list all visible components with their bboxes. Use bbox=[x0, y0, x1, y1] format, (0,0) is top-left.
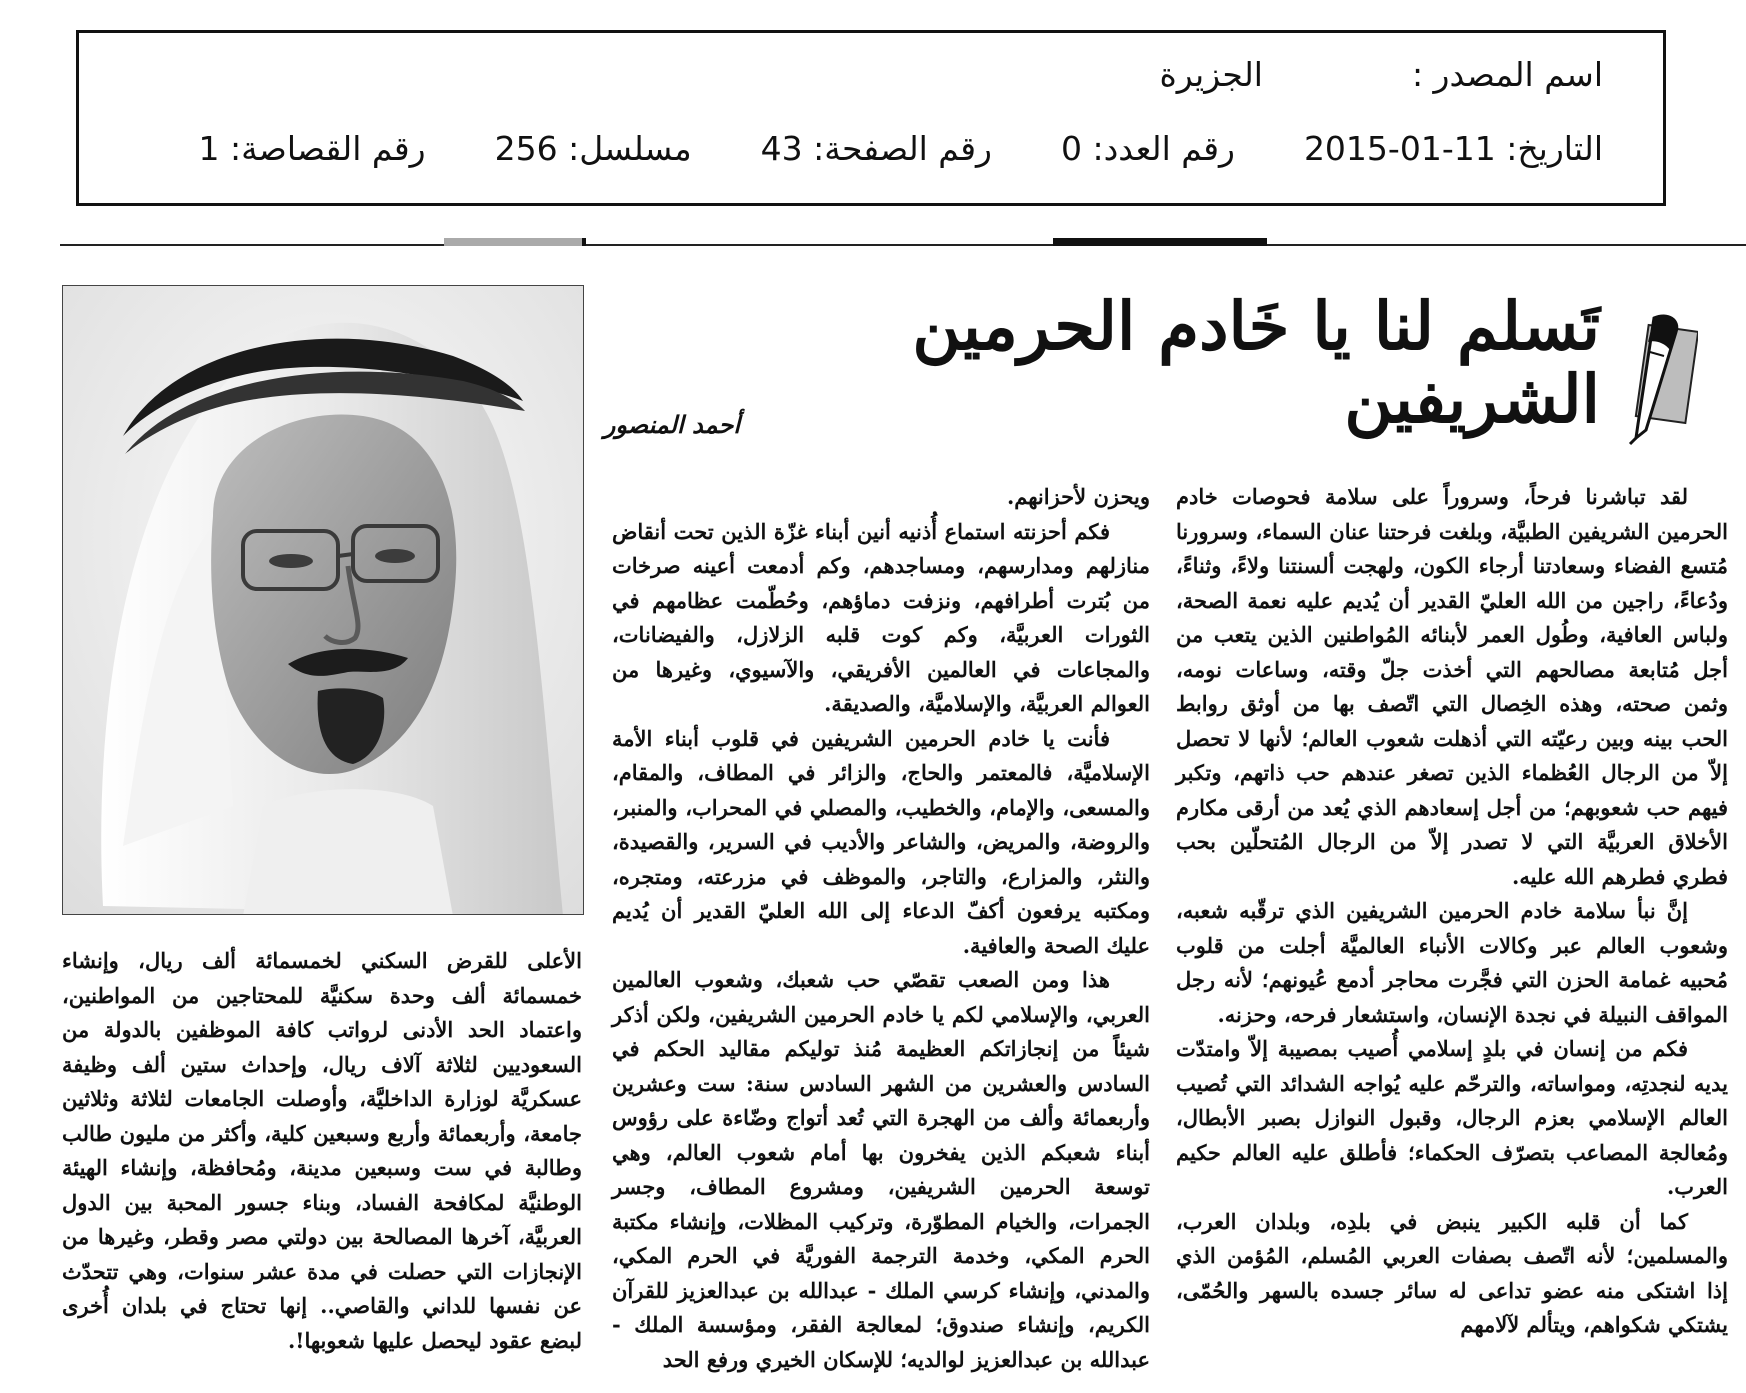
source-row bbox=[1160, 55, 1603, 94]
divider-accent-dark bbox=[1053, 238, 1267, 246]
paragraph: فكم أحزنته استماع أُذنيه أنين أبناء غزّة الذين تحت أنقاض منازلهم ومدارسهم، ومساجدهم، وكم أدمعت أعينه صرخات من بُترت أطرافهم، ونزفت دماؤهم، وحُطّمت عظامهم في الثورات العربيَّة، وكم كوت قلبه الزلازل، والفيضانات، والمجاعات في العالمين الأفريقي، والآسيوي، وغيرها من العوالم العربيَّة، والإسلاميَّة، والصديقة. bbox=[612, 518, 1150, 716]
clipping-metadata-box bbox=[76, 30, 1666, 206]
article-column-middle bbox=[612, 480, 1150, 1377]
serial-value: 256 bbox=[494, 129, 558, 168]
article-column-right bbox=[1176, 480, 1728, 1343]
article-author: أحمد المنصور bbox=[603, 410, 740, 439]
portrait-photo bbox=[62, 285, 584, 915]
date-value: 2015-01-11 bbox=[1303, 129, 1496, 168]
source-label: اسم المصدر : bbox=[1411, 55, 1603, 94]
paragraph: فأنت يا خادم الحرمين الشريفين في قلوب أبناء الأمة الإسلاميَّة، فالمعتمر والحاج، والزائر في المطاف، والمقام، والمسعى، والإمام، والخطيب، والمصلي في المحراب، والمنبر، والروضة، والمريض، والشاعر والأديب في السرير، والقصيدة، والنثر، والمزارع، والتاجر، والموظف في مزرعته، ومتجره، ومكتبه يرفعون أكفّ الدعاء إلى الله العليّ القدير أن يُديم عليك الصحة والعافية. bbox=[612, 725, 1150, 958]
paragraph: هذا ومن الصعب تقصّي حب شعبك، وشعوب العالمين العربي، والإسلامي لكم يا خادم الحرمين الشريفين، ولكن أذكر شيئاً من إنجازاتكم العظيمة مُنذ توليكم مقاليد الحكم في السادس والعشرين من الشهر السادس سنة: ست وعشرين وأربعمائة وألف من الهجرة التي تُعد أتواج وضّاءة على رؤوس أبناء شعبكم الذين يفخرون بها أمام شعوب العالم، وهي توسعة الحرمين الشريفين، ومشروع المطاف، وجسر الجمرات، والخيام المطوّرة، وتركيب المظلات، وإنشاء مكتبة الحرم المكي، وخدمة الترجمة الفوريَّة في الحرم المكي، والمدني، وإنشاء كرسي الملك - عبدالله بن عبدالعزيز للقرآن الكريم، وإنشاء صندوق؛ لمعالجة الفقر، ومؤسسة الملك - عبدالله بن عبدالعزيز لوالديه؛ للإسكان الخيري ورفع الحد bbox=[612, 967, 1150, 1372]
issue-value: 0 bbox=[1060, 129, 1082, 168]
article-column-left bbox=[62, 944, 582, 1358]
paragraph: كما أن قلبه الكبير ينبض في بلدِه، وبلدان العرب، والمسلمين؛ لأنه اتّصف بصفات العربي المُسلم، المُؤمن الذي إذا اشتكى منه عضو تداعى له سائر جسده بالسهر والحُمّى، يشتكي شكواهم، ويتألم لآلامهم bbox=[1176, 1208, 1728, 1337]
details-row bbox=[198, 129, 1603, 168]
divider-accent-grey bbox=[444, 238, 582, 246]
paragraph: ويحزن لأحزانهم. bbox=[1006, 484, 1150, 509]
article-headline: تَسلم لنا يا خَادم الحرمين الشريفين bbox=[912, 287, 1600, 438]
clip-value: 1 bbox=[198, 129, 220, 168]
paragraph: لقد تباشرنا فرحاً، وسروراً على سلامة فحوصات خادم الحرمين الشريفين الطبيَّة، وبلغت فرحتنا عنان السماء، وسرورنا مُتسع الفضاء وسعادتنا أرجاء الكون، ولهجت ألسنتنا ولاءً، وثناءً، ودُعاءً، راجين من الله العليّ القدير أن يُديم عليه نعمة الصحة، ولباس العافية، وطُول العمر لأبنائه المُواطنين الذين يتعب من أجل مُتابعة مصالحهم التي أخذت جلّ وقته، وساعات نومه، وثمن صحته، وهذه الخِصال التي اتّصف بها من أوثق روابط الحب بينه وبين رعيّته التي أذهلت شعوب العالم؛ لأنها لا تحصل إلاّ من الرجال العُظماء الذين تصغر عندهم حب ذاتهم، وتكبر فيهم حب شعوبهم؛ من أجل إسعادهم الذي يُعد من أرقى مكارم الأخلاق العربيَّة التي لا تصدر إلاّ من الرجال المُتحلّين بحب فطري فطرهم الله عليه. bbox=[1176, 484, 1728, 889]
page-value: 43 bbox=[760, 129, 803, 168]
page-divider bbox=[60, 244, 1746, 246]
source-value: الجزيرة bbox=[1159, 55, 1263, 94]
paragraph: الأعلى للقرض السكني لخمسمائة ألف ريال، وإنشاء خمسمائة ألف وحدة سكنيَّة للمحتاجين من المواطنين، واعتماد الحد الأدنى لرواتب كافة الموظفين بالدولة من السعوديين لثلاثة آلاف ريال، وإحداث ستين ألف وظيفة عسكريَّة لوزارة الداخليَّة، وأوصلت الجامعات لثلاثة وثلاثين جامعة، وأربعمائة وأربع وسبعين كلية، وأكثر من مليون طالب وطالبة في ست وسبعين مدينة، ومُحافظة، وإنشاء الهيئة الوطنيَّة لمكافحة الفساد، وبناء جسور المحبة بين الدول العربيَّة، آخرها المصالحة بين دولتي مصر وقطر، وغيرها من الإنجازات التي حصلت في مدة عشر سنوات، وهي تتحدّث عن نفسها للداني والقاصي.. إنها تحتاج في بلدان أُخرى لبضع عقود ليحصل عليها شعوبها!. bbox=[62, 948, 582, 1353]
paragraph: إنَّ نبأ سلامة خادم الحرمين الشريفين الذي ترقّبه شعبه، وشعوب العالم عبر وكالات الأنباء العالميَّة أجلت من قلوب مُحبيه غمامة الحزن التي فجَّرت محاجر أدمع عُيونهم؛ لأنه رجل المواقف النبيلة في نجدة الإنسان، واستشعار فرحه، وحزنه. bbox=[1176, 898, 1728, 1027]
divider-accent-tick bbox=[582, 238, 586, 246]
page-label: رقم الصفحة: bbox=[813, 129, 992, 168]
date-label: التاريخ: bbox=[1506, 129, 1603, 168]
pen-writing-icon bbox=[1606, 312, 1698, 446]
clip-label: رقم القصاصة: bbox=[229, 129, 426, 168]
issue-label: رقم العدد: bbox=[1092, 129, 1235, 168]
serial-label: مسلسل: bbox=[568, 129, 692, 168]
paragraph: فكم من إنسان في بلدٍ إسلامي أُصيب بمصيبة إلاّ وامتدّت يديه لنجدتِه، ومواساته، والترحّم عليه يُواجه الشدائد التي تُصيب العالم الإسلامي بعزم الرجال، وقبول النوازل بصبر الأبطال، ومُعالجة المصاعب بتصرّف الحكماء؛ فأطلق عليه العالم حكيم العرب. bbox=[1176, 1036, 1728, 1199]
